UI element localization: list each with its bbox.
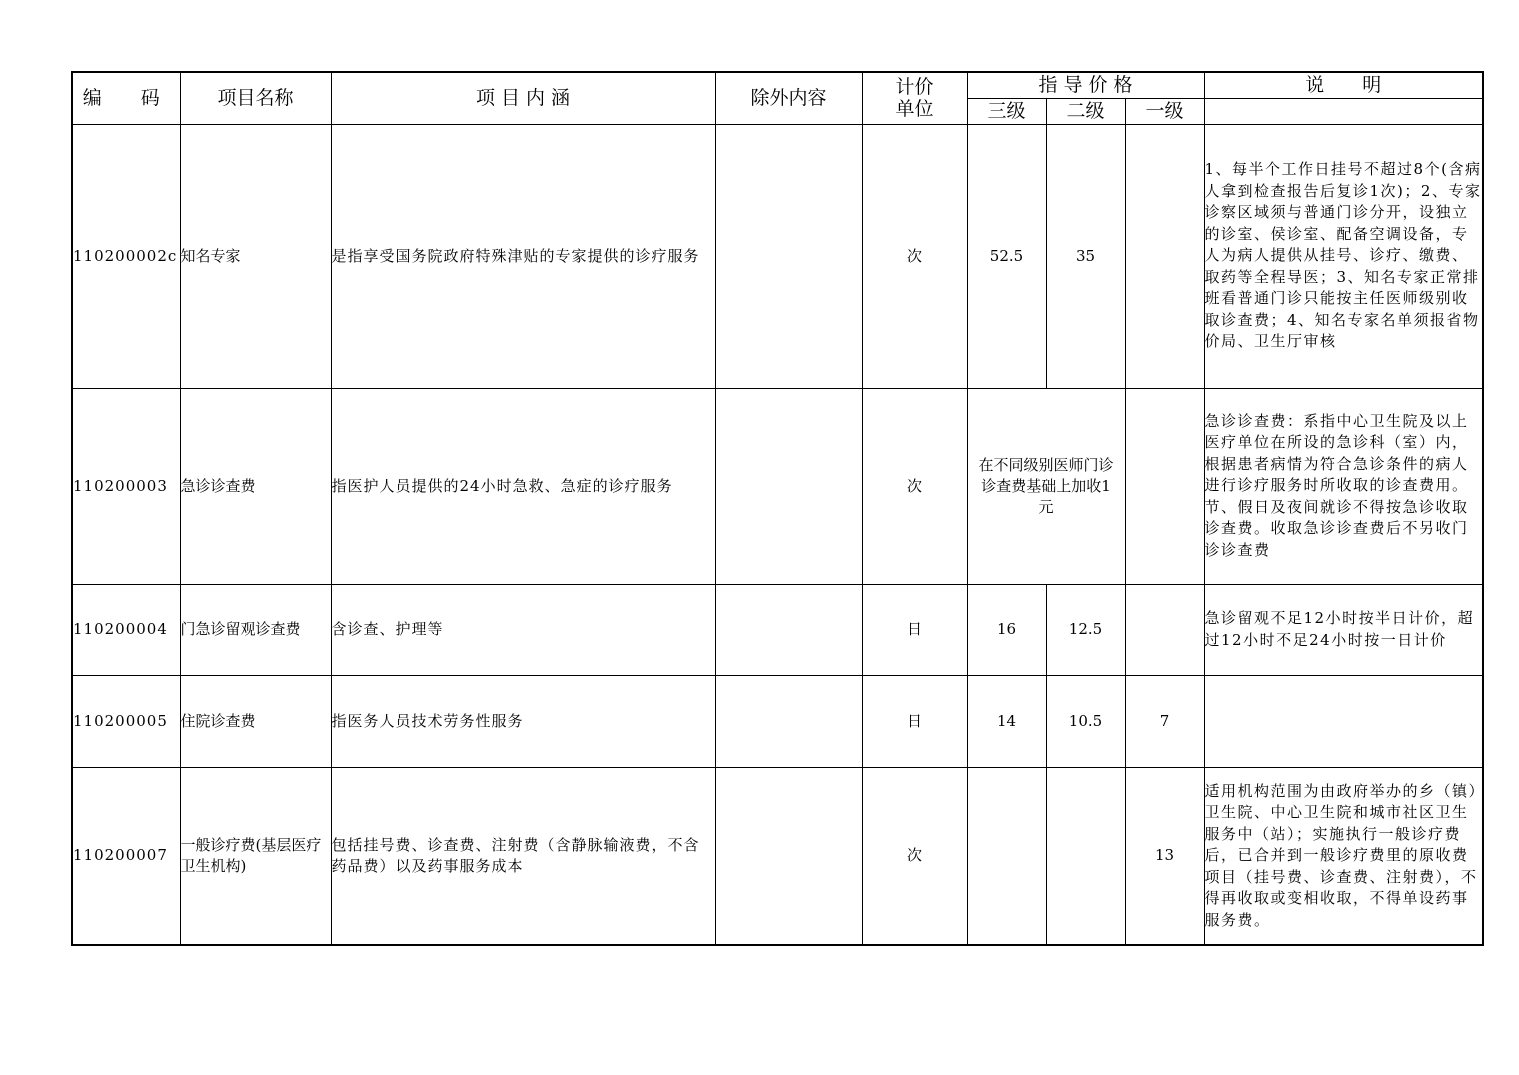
row-name: 住院诊查费	[180, 675, 331, 767]
row-notes: 急诊留观不足12小时按半日计价，超过12小时不足24小时按一日计价	[1204, 584, 1483, 675]
header-level1: 一级	[1125, 98, 1204, 124]
row-name: 急诊诊查费	[180, 388, 331, 584]
row-content: 包括挂号费、诊查费、注射费（含静脉输液费，不含药品费）以及药事服务成本	[331, 767, 715, 945]
row-level3: 14	[967, 675, 1046, 767]
row-level2: 35	[1046, 124, 1125, 388]
row-notes	[1204, 675, 1483, 767]
row-level1	[1125, 388, 1204, 584]
price-table	[71, 71, 1484, 946]
row-name: 门急诊留观诊查费	[180, 584, 331, 675]
row-level3: 16	[967, 584, 1046, 675]
header-guide-price: 指 导 价 格	[967, 72, 1204, 98]
row-notes: 1、每半个工作日挂号不超过8个(含病人拿到检查报告后复诊1次)；2、专家诊察区域须与普通门诊分开，设独立的诊室、侯诊室、配备空调设备，专人为病人提供从挂号、诊疗、缴费、取药等全程导医；3、知名专家正常排班看普通门诊只能按主任医师级别收取诊查费；4、知名专家名单须报省物价局、卫生厅审核	[1204, 124, 1483, 388]
row-unit: 次	[862, 388, 967, 584]
row-code: 110200002c	[72, 124, 180, 388]
row-notes: 适用机构范围为由政府举办的乡（镇）卫生院、中心卫生院和城市社区卫生服务中（站）；实施执行一般诊疗费后，已合并到一般诊疗费里的原收费项目（挂号费、诊查费、注射费），不得再收取或变相收取，不得单设药事服务费。	[1204, 767, 1483, 945]
row-level1	[1125, 124, 1204, 388]
header-unit-line1: 计价	[895, 76, 934, 99]
row-level2	[1046, 767, 1125, 945]
row-unit: 次	[862, 124, 967, 388]
table-row	[72, 584, 1483, 675]
row-unit: 次	[862, 767, 967, 945]
row-name: 知名专家	[180, 124, 331, 388]
row-level1: 7	[1125, 675, 1204, 767]
table-row	[72, 388, 1483, 584]
header-content: 项 目 内 涵	[331, 72, 715, 124]
row-level2: 10.5	[1046, 675, 1125, 767]
header-unit	[862, 72, 967, 124]
row-excluded	[715, 584, 862, 675]
row-name: 一般诊疗费(基层医疗卫生机构)	[180, 767, 331, 945]
row-code: 110200003	[72, 388, 180, 584]
row-excluded	[715, 767, 862, 945]
row-excluded	[715, 388, 862, 584]
row-content: 指医护人员提供的24小时急救、急症的诊疗服务	[331, 388, 715, 584]
header-code: 编 码	[72, 72, 180, 124]
row-level1	[1125, 584, 1204, 675]
header-name: 项目名称	[180, 72, 331, 124]
row-unit: 日	[862, 675, 967, 767]
row-code: 110200005	[72, 675, 180, 767]
row-level3	[967, 767, 1046, 945]
table-row	[72, 767, 1483, 945]
row-level2: 12.5	[1046, 584, 1125, 675]
row-level3: 52.5	[967, 124, 1046, 388]
row-merged-price: 在不同级别医师门诊诊查费基础上加收1元	[967, 388, 1125, 584]
table-row	[72, 675, 1483, 767]
row-notes: 急诊诊查费：系指中心卫生院及以上医疗单位在所设的急诊科（室）内，根据患者病情为符合急诊条件的病人进行诊疗服务时所收取的诊查费用。节、假日及夜间就诊不得按急诊收取诊查费。收取急诊诊查费后不另收门诊诊查费	[1204, 388, 1483, 584]
row-excluded	[715, 124, 862, 388]
row-code: 110200004	[72, 584, 180, 675]
row-code: 110200007	[72, 767, 180, 945]
header-excluded: 除外内容	[715, 72, 862, 124]
header-notes-blank	[1204, 98, 1483, 124]
header-notes: 说 明	[1204, 72, 1483, 98]
header-unit-line2: 单位	[895, 98, 934, 121]
row-content: 含诊查、护理等	[331, 584, 715, 675]
row-level1: 13	[1125, 767, 1204, 945]
row-unit: 日	[862, 584, 967, 675]
row-content: 是指享受国务院政府特殊津贴的专家提供的诊疗服务	[331, 124, 715, 388]
row-content: 指医务人员技术劳务性服务	[331, 675, 715, 767]
row-excluded	[715, 675, 862, 767]
header-level3: 三级	[967, 98, 1046, 124]
header-level2: 二级	[1046, 98, 1125, 124]
table-row	[72, 124, 1483, 388]
